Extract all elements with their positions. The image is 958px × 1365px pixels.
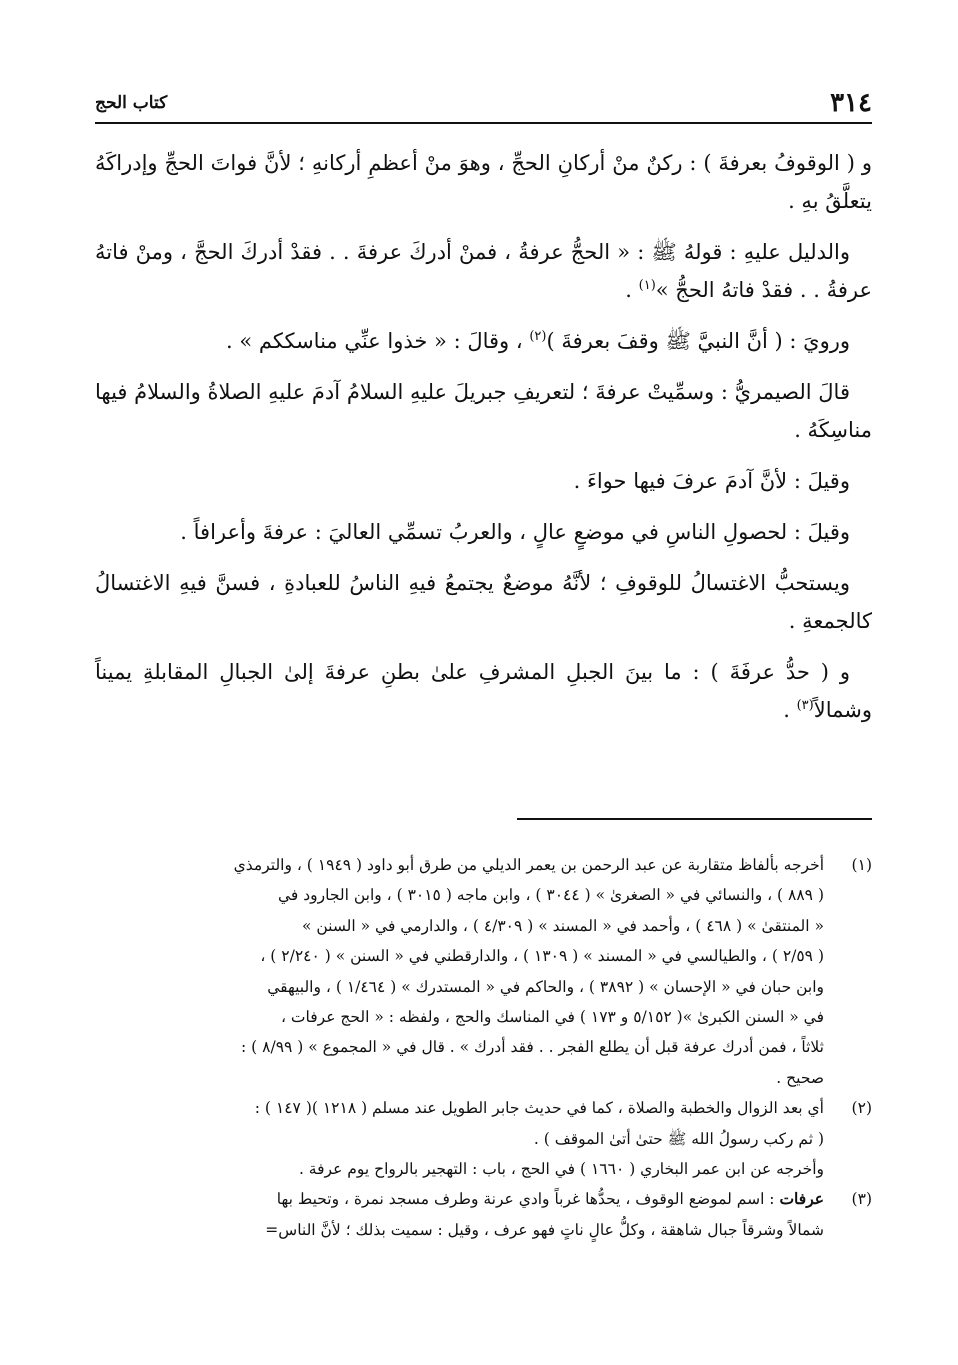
footnote-line: « المنتقىٰ » ( ٤٦٨ ) ، وأحمد في « المسند » ( ٤/٣٠٩ ) ، والدارمي في « السنن » bbox=[301, 916, 824, 935]
footnote-ref[interactable]: (٣) bbox=[796, 698, 814, 713]
footnote-line bbox=[93, 1184, 824, 1214]
footnote-line: أخرجه بألفاظ متقاربة عن عبد الرحمن بن يعمر الديلي من طرق أبو داود ( ١٩٤٩ ) ، والترمذي bbox=[233, 856, 824, 874]
footnote-ref[interactable]: (١) bbox=[638, 278, 656, 293]
period: . bbox=[783, 698, 797, 722]
footnote-line: صحيح . bbox=[776, 1068, 824, 1087]
footnote-line-text: : اسم لموضع الوقوف ، يحدُّها غرباً وادي عرنة وطرف مسجد نمرة ، وتحيط بها bbox=[276, 1190, 775, 1209]
footnote-line: شمالاً وشرقاً جبال شاهقة ، وكلُّ عالٍ ناتٍ فهو عرف ، وقيل : سميت بذلك ؛ لأنَّ الناس= bbox=[265, 1220, 824, 1239]
footnote-3 bbox=[93, 1184, 872, 1245]
footnote-line: ثلاثاً ، فمن أدرك عرفة قبل أن يطلع الفجر . . فقد أدرك » . قال في « المجموع » ( ٨/٩٩ ) : bbox=[241, 1038, 824, 1057]
period: . bbox=[625, 278, 639, 302]
paragraph-text: قالَ الصيمريُّ : وسمِّيتْ عرفةَ ؛ لتعريفِ جبريلَ عليهِ السلامُ آدمَ عليهِ الصلاةُ والسلامُ فيها مناسِكَهُ . bbox=[95, 380, 872, 442]
footnotes bbox=[93, 850, 872, 1245]
paragraph-text: و ( حدُّ عرفَةَ ) : ما بينَ الجبلِ المشرفِ علىٰ بطنِ عرفةَ إلىٰ الجبالِ المقابلةِ يميناً وشمالاً bbox=[95, 660, 872, 722]
paragraph bbox=[95, 144, 872, 220]
footnote-line: ( ٢/٥٩ ) ، والطيالسي في « المسند » ( ١٣٠٩ ) ، والدارقطني في « السنن » ( ٢/٢٤٠ ) ، bbox=[260, 947, 824, 966]
paragraph bbox=[95, 462, 872, 500]
paragraph-text: والدليل عليهِ : قولهُ ﷺ : « الحجُّ عرفةُ ، فمنْ أدركَ عرفةَ . . فقدْ أدركَ الحجَّ ، ومنْ فاتهُ عرفةُ . . فقدْ فاتهُ الحجُّ » bbox=[95, 240, 872, 302]
paragraph bbox=[95, 322, 872, 360]
footnote-line: أي بعد الزوال والخطبة والصلاة ، كما في حديث جابر الطويل عند مسلم ( ١٢١٨ )( ١٤٧ ) : bbox=[254, 1099, 824, 1118]
footnote-line: وأخرجه عن ابن عمر البخاري ( ١٦٦٠ ) في الحج ، باب : التهجير بالرواح يوم عرفة . bbox=[298, 1160, 824, 1179]
footnote-number: (٣) bbox=[851, 1190, 872, 1209]
footnote-line: ( ثم ركب رسولُ الله ﷺ حتىٰ أتىٰ الموقف ) . bbox=[533, 1129, 824, 1148]
paragraph bbox=[95, 373, 872, 449]
footnote-ref[interactable]: (٢) bbox=[529, 329, 547, 344]
paragraph-text: ورويَ : ( أنَّ النبيَّ ﷺ وقفَ بعرفةَ ) bbox=[546, 329, 850, 353]
footnote-term: عرفات bbox=[779, 1189, 824, 1209]
running-header bbox=[95, 86, 872, 124]
paragraph bbox=[95, 653, 872, 729]
paragraph-text: وقيلَ : لحصولِ الناسِ في موضعٍ عالٍ ، والعربُ تسمِّي العاليَ : عرفةَ وأعرافاً . bbox=[180, 520, 850, 544]
main-text bbox=[95, 144, 872, 742]
footnote-line: في « السنن الكبرىٰ »( ٥/١٥٢ و ١٧٣ ) في المناسك والحج ، ولفظه : « الحج عرفات ، bbox=[280, 1008, 824, 1027]
paragraph bbox=[95, 564, 872, 640]
footnote-1 bbox=[93, 850, 872, 1093]
running-title: كتاب الحج bbox=[95, 93, 168, 113]
paragraph-text: و ( الوقوفُ بعرفةَ ) : ركنٌ منْ أركانِ الحجِّ ، وهوَ منْ أعظمِ أركانهِ ؛ لأنَّ فواتَ الحجِّ وإدراكَهُ يتعلَّقُ بهِ . bbox=[95, 151, 872, 213]
footnote-separator bbox=[517, 818, 872, 820]
footnote-number: (٢) bbox=[851, 1099, 872, 1118]
footnote-line: وابن حبان في « الإحسان » ( ٣٨٩٢ ) ، والحاكم في « المستدرك » ( ١/٤٦٤ ) ، والبيهقي bbox=[267, 977, 824, 996]
paragraph bbox=[95, 513, 872, 551]
paragraph-text: وقيلَ : لأنَّ آدمَ عرفَ فيها حواءَ . bbox=[573, 469, 850, 493]
paragraph-text: ويستحبُّ الاغتسالُ للوقوفِ ؛ لأنَّهُ موضعٌ يجتمعُ فيهِ الناسُ للعبادةِ ، فسنَّ فيهِ الاغتسالُ كالجمعةِ . bbox=[95, 571, 872, 633]
footnote-line: ( ٨٨٩ ) ، والنسائي في « الصغرىٰ » ( ٣٠٤٤ ) ، وابن ماجه ( ٣٠١٥ ) ، وابن الجارود في bbox=[278, 886, 824, 905]
footnote-number: (١) bbox=[851, 856, 872, 874]
footnote-2 bbox=[93, 1093, 872, 1184]
paragraph bbox=[95, 233, 872, 309]
paragraph-text: ، وقالَ : « خذوا عنِّي مناسككم » . bbox=[226, 329, 523, 353]
page-number: ٣١٤ bbox=[830, 88, 872, 118]
